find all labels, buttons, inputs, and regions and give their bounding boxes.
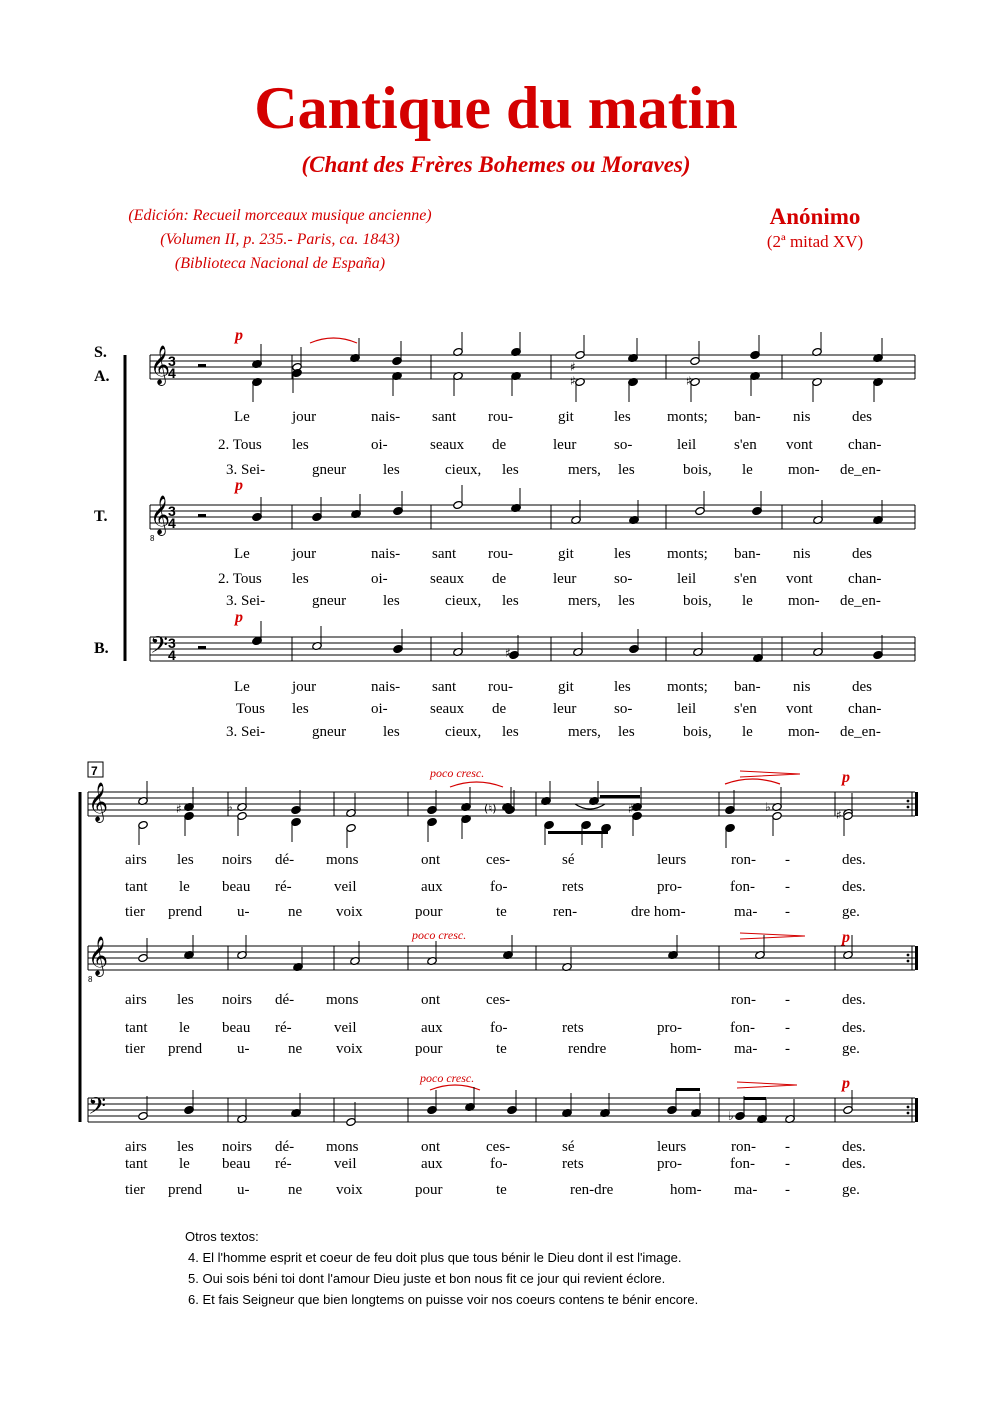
lyric-verse-3: de_en- [840, 593, 881, 609]
lyric-verse-3: tier [125, 1182, 145, 1198]
lyric-verse-3: tier [125, 904, 145, 920]
repeat-dot [907, 800, 910, 803]
lyric-verse-2: Tous [236, 701, 265, 717]
lyric-verse-1: - [785, 992, 790, 1008]
lyric-verse-3: ge. [842, 1182, 860, 1198]
flat-icon: ♭ [227, 800, 233, 814]
lyric-verse-2: vont [786, 701, 813, 717]
lyric-verse-2: de [492, 571, 507, 587]
lyric-verse-3: te [496, 1182, 507, 1198]
lyric-verse-2: rets [562, 1020, 584, 1036]
lyric-verse-1: mons [326, 992, 359, 1008]
octave-marker: 8 [150, 534, 155, 543]
lyric-verse-3: hom- [670, 1182, 702, 1198]
lyric-verse-3: gneur [312, 462, 347, 478]
lyric-verse-1: sant [432, 409, 457, 425]
lyric-verse-3: cieux, [445, 724, 482, 740]
lyric-verse-2: chan- [848, 437, 882, 453]
lyric-verse-2: veil [334, 879, 357, 895]
lyric-verse-1: rou- [488, 546, 513, 562]
subtitle: (Chant des Frères Bohemes ou Moraves) [301, 152, 691, 177]
lyric-verse-1: nais- [371, 679, 401, 695]
lyric-verse-1: dé- [275, 852, 295, 868]
lyric-verse-3: les [502, 462, 519, 478]
lyric-verse-2: leil [677, 701, 697, 717]
lyric-verse-1: ron- [731, 852, 756, 868]
lyric-verse-2: so- [614, 437, 633, 453]
lyric-verse-1: des [852, 409, 872, 425]
lyric-verse-2: rets [562, 1156, 584, 1172]
lyric-verse-1: ont [421, 852, 441, 868]
lyric-verse-1: Le [234, 409, 250, 425]
lyric-verse-1: noirs [222, 992, 252, 1008]
lyric-verse-1: dé- [275, 1139, 295, 1155]
time-signature-top: 3 [168, 503, 176, 519]
lyric-verse-1: des [852, 679, 872, 695]
octave-marker: 8 [88, 975, 93, 984]
voice-label-tenor: T. [94, 508, 108, 525]
lyric-verse-2: fon- [730, 879, 755, 895]
lyric-verse-3: mers, [568, 724, 601, 740]
lyric-verse-3: ma- [734, 904, 758, 920]
lyric-verse-1: monts; [667, 679, 708, 695]
lyric-verse-3: u- [237, 904, 250, 920]
lyric-verse-1: airs [125, 1139, 147, 1155]
dynamic-piano: p [842, 769, 850, 786]
lyric-verse-3: voix [336, 1182, 363, 1198]
lyric-verse-1: monts; [667, 409, 708, 425]
lyric-verse-2: aux [421, 1020, 443, 1036]
lyric-verse-2: seaux [430, 701, 465, 717]
lyric-verse-2: ré- [275, 879, 292, 895]
time-signature-bottom: 4 [168, 647, 176, 663]
lyric-verse-1: ces- [486, 992, 511, 1008]
lyric-verse-1: jour [292, 679, 317, 695]
lyric-verse-2: des. [842, 879, 866, 895]
slur [450, 782, 503, 787]
lyric-verse-3: pour [415, 1182, 443, 1198]
lyric-verse-3: de_en- [840, 724, 881, 740]
beam [548, 831, 608, 834]
lyric-verse-1: des [852, 546, 872, 562]
lyric-verse-3: ge. [842, 1041, 860, 1057]
lyric-verse-1: ces- [486, 852, 511, 868]
other-text-line: 4. El l'homme esprit et coeur de feu doit plus que tous bénir le Dieu dont il est l'image. [188, 1250, 682, 1265]
lyric-verse-3: voix [336, 904, 363, 920]
lyric-verse-3: les [618, 462, 635, 478]
lyric-verse-2: pro- [657, 1156, 682, 1172]
lyric-verse-1: ron- [731, 1139, 756, 1155]
lyric-verse-3: pour [415, 904, 443, 920]
lyric-verse-2: beau [222, 879, 251, 895]
beam [744, 1097, 766, 1100]
lyric-verse-3: hom- [670, 1041, 702, 1057]
lyric-verse-1: les [177, 852, 194, 868]
lyric-verse-2: des. [842, 1020, 866, 1036]
lyric-verse-2: 2. Tous [218, 437, 262, 453]
repeat-dot [907, 960, 910, 963]
lyric-verse-1: leurs [657, 1139, 687, 1155]
lyric-verse-2: - [785, 1156, 790, 1172]
lyric-verse-3: les [383, 593, 400, 609]
lyric-verse-2: leil [677, 437, 697, 453]
lyric-verse-1: les [177, 1139, 194, 1155]
lyric-verse-1: des. [842, 852, 866, 868]
lyric-verse-2: fo- [490, 1156, 508, 1172]
lyric-verse-1: airs [125, 992, 147, 1008]
lyric-verse-3: tier [125, 1041, 145, 1057]
lyric-verse-3: cieux, [445, 462, 482, 478]
lyric-verse-2: le [179, 1156, 190, 1172]
lyric-verse-3: mers, [568, 593, 601, 609]
final-barline [915, 1098, 918, 1122]
lyric-verse-3: ren- [553, 904, 578, 920]
sharp-icon: ♯ [505, 646, 511, 660]
lyric-verse-2: seaux [430, 571, 465, 587]
lyric-verse-1: sant [432, 679, 457, 695]
treble-clef-icon: 𝄞 [150, 345, 171, 385]
lyric-verse-3: te [496, 1041, 507, 1057]
half-rest [198, 364, 206, 367]
lyric-verse-1: ces- [486, 1139, 511, 1155]
lyric-verse-2: so- [614, 701, 633, 717]
lyric-verse-2: aux [421, 1156, 443, 1172]
beam [600, 795, 640, 798]
sharp-icon: ♯ [570, 360, 576, 374]
lyric-verse-1: ont [421, 1139, 441, 1155]
lyric-verse-2: les [292, 701, 309, 717]
lyric-verse-3: u- [237, 1182, 250, 1198]
natural-icon: (♮) [484, 802, 497, 815]
dynamic-piano: p [235, 477, 243, 494]
lyric-verse-3: les [502, 724, 519, 740]
lyric-verse-3: u- [237, 1041, 250, 1057]
lyric-verse-1: jour [292, 546, 317, 562]
lyric-verse-1: les [177, 992, 194, 1008]
repeat-dot [907, 954, 910, 957]
lyric-verse-3: 3. Sei- [226, 724, 266, 740]
sharp-icon: ♯ [570, 374, 576, 388]
lyric-verse-3: te [496, 904, 507, 920]
lyric-verse-1: monts; [667, 546, 708, 562]
lyric-verse-2: pro- [657, 1020, 682, 1036]
measure-number: 7 [91, 764, 98, 778]
lyric-verse-3: ma- [734, 1182, 758, 1198]
repeat-dot [907, 1106, 910, 1109]
lyric-verse-2: de [492, 701, 507, 717]
lyric-verse-1: leurs [657, 852, 687, 868]
dynamic-piano: p [842, 929, 850, 946]
lyric-verse-3: le [742, 593, 753, 609]
dynamic-piano: p [842, 1075, 850, 1092]
dynamic-piano: p [235, 327, 243, 344]
lyric-verse-3: les [383, 724, 400, 740]
lyric-verse-2: oi- [371, 437, 388, 453]
lyric-verse-2: rets [562, 879, 584, 895]
lyric-verse-1: noirs [222, 852, 252, 868]
lyric-verse-1: sé [562, 1139, 575, 1155]
lyric-verse-2: les [292, 437, 309, 453]
lyric-verse-2: chan- [848, 701, 882, 717]
lyric-verse-3: rendre [568, 1041, 607, 1057]
lyric-verse-2: vont [786, 571, 813, 587]
lyric-verse-2: leur [553, 571, 577, 587]
treble-clef-icon: 𝄞 [88, 936, 109, 976]
lyric-verse-1: rou- [488, 679, 513, 695]
lyric-verse-2: les [292, 571, 309, 587]
lyric-verse-3: prend [168, 904, 203, 920]
dynamic-poco-cresc: poco cresc. [430, 766, 485, 780]
decrescendo-hairpin [740, 771, 800, 777]
lyric-verse-1: Le [234, 546, 250, 562]
lyric-verse-2: leil [677, 571, 697, 587]
lyric-verse-2: beau [222, 1156, 251, 1172]
lyric-verse-2: le [179, 1020, 190, 1036]
lyric-verse-1: nis [793, 546, 811, 562]
edition-line: (Biblioteca Nacional de España) [174, 255, 386, 272]
lyric-verse-3: ne [288, 1182, 303, 1198]
voice-label-soprano: S. [94, 344, 107, 361]
composer-name: Anónimo [769, 204, 861, 229]
lyric-verse-2: fo- [490, 879, 508, 895]
lyric-verse-1: sant [432, 546, 457, 562]
lyric-verse-2: chan- [848, 571, 882, 587]
lyric-verse-3: ne [288, 904, 303, 920]
lyric-verse-1: ban- [734, 679, 761, 695]
lyric-verse-3: de_en- [840, 462, 881, 478]
edition-line: (Volumen II, p. 235.- Paris, ca. 1843) [160, 231, 400, 248]
lyric-verse-3: bois, [683, 593, 712, 609]
repeat-dot [907, 806, 910, 809]
lyric-verse-3: dre hom- [631, 904, 686, 920]
lyric-verse-1: mons [326, 1139, 359, 1155]
lyric-verse-2: fon- [730, 1020, 755, 1036]
lyric-verse-1: git [558, 409, 574, 425]
flat-icon: ♭ [765, 800, 771, 814]
lyric-verse-1: nais- [371, 546, 401, 562]
title: Cantique du matin [254, 75, 738, 141]
lyric-verse-2: 2. Tous [218, 571, 262, 587]
lyric-verse-3: mon- [788, 462, 820, 478]
lyric-verse-2: oi- [371, 571, 388, 587]
sharp-icon: ♯ [628, 802, 634, 816]
slur [575, 804, 605, 809]
lyric-verse-1: nais- [371, 409, 401, 425]
lyric-verse-3: les [618, 593, 635, 609]
lyric-verse-1: airs [125, 852, 147, 868]
final-barline [915, 946, 918, 970]
lyric-verse-2: - [785, 879, 790, 895]
flat-icon: ♭ [728, 1109, 734, 1123]
lyric-verse-3: bois, [683, 462, 712, 478]
lyric-verse-1: nis [793, 679, 811, 695]
lyric-verse-1: Le [234, 679, 250, 695]
lyric-verse-1: rou- [488, 409, 513, 425]
lyric-verse-1: sé [562, 852, 575, 868]
final-barline [915, 792, 918, 816]
lyric-verse-3: ge. [842, 904, 860, 920]
lyric-verse-2: leur [553, 701, 577, 717]
lyric-verse-2: le [179, 879, 190, 895]
lyric-verse-3: mon- [788, 593, 820, 609]
lyric-verse-2: oi- [371, 701, 388, 717]
sharp-icon: ♯ [836, 808, 842, 822]
lyric-verse-1: ron- [731, 992, 756, 1008]
lyric-verse-1: - [785, 852, 790, 868]
lyric-verse-1: jour [292, 409, 317, 425]
lyric-verse-1: mons [326, 852, 359, 868]
lyric-verse-2: tant [125, 1156, 148, 1172]
time-signature-top: 3 [168, 353, 176, 369]
decrescendo-hairpin [737, 1082, 797, 1088]
lyric-verse-2: - [785, 1020, 790, 1036]
other-texts [185, 1226, 698, 1310]
lyric-verse-3: - [785, 1182, 790, 1198]
slur [725, 779, 780, 784]
lyric-verse-3: gneur [312, 724, 347, 740]
lyric-verse-3: pour [415, 1041, 443, 1057]
half-rest [198, 514, 206, 517]
lyric-verse-1: - [785, 1139, 790, 1155]
lyric-verse-2: des. [842, 1156, 866, 1172]
other-text-line: 6. Et fais Seigneur que bien longtems on puisse voir nos coeurs contens te bénir encore. [188, 1292, 699, 1307]
lyric-verse-3: prend [168, 1182, 203, 1198]
lyric-verse-2: veil [334, 1020, 357, 1036]
lyric-verse-3: les [383, 462, 400, 478]
lyric-verse-3: voix [336, 1041, 363, 1057]
lyric-verse-3: les [502, 593, 519, 609]
lyric-verse-3: le [742, 724, 753, 740]
bass-clef-icon: 𝄢 [88, 1092, 107, 1125]
lyric-verse-1: les [614, 679, 631, 695]
lyric-verse-2: s'en [734, 571, 757, 587]
edition-line: (Edición: Recueil morceaux musique ancienne) [128, 207, 432, 224]
other-texts-heading: Otros textos: [185, 1229, 259, 1244]
decrescendo-hairpin [740, 933, 805, 939]
lyric-verse-2: leur [553, 437, 577, 453]
sharp-icon: ♯ [176, 802, 182, 816]
lyric-verse-2: s'en [734, 437, 757, 453]
lyric-verse-2: aux [421, 879, 443, 895]
lyric-verse-3: 3. Sei- [226, 593, 266, 609]
lyric-verse-3: ren-dre [570, 1182, 614, 1198]
beam [676, 1088, 700, 1091]
lyric-verse-3: ne [288, 1041, 303, 1057]
treble-clef-icon: 𝄞 [150, 495, 171, 535]
lyric-verse-1: les [614, 409, 631, 425]
bass-clef-icon: 𝄢 [150, 631, 169, 664]
lyric-verse-1: des. [842, 992, 866, 1008]
half-rest [198, 646, 206, 649]
dynamic-poco-cresc: poco cresc. [420, 1071, 475, 1085]
lyric-verse-1: ont [421, 992, 441, 1008]
dynamic-piano: p [235, 609, 243, 626]
dynamic-poco-cresc: poco cresc. [412, 928, 467, 942]
lyric-verse-2: ré- [275, 1020, 292, 1036]
lyric-verse-2: de [492, 437, 507, 453]
time-signature-bottom: 4 [168, 515, 176, 531]
lyric-verse-2: seaux [430, 437, 465, 453]
lyric-verse-2: s'en [734, 701, 757, 717]
lyric-verse-1: ban- [734, 546, 761, 562]
other-text-line: 5. Oui sois béni toi dont l'amour Dieu juste et bon nous fit ce jour qui revient éclore. [188, 1271, 666, 1286]
lyric-verse-1: dé- [275, 992, 295, 1008]
voice-label-alto: A. [94, 368, 110, 385]
lyric-verse-2: fo- [490, 1020, 508, 1036]
composer-dates: (2ª mitad XV) [766, 232, 864, 251]
lyric-verse-2: beau [222, 1020, 251, 1036]
lyric-verse-2: ré- [275, 1156, 292, 1172]
repeat-dot [907, 1112, 910, 1115]
lyric-verse-2: pro- [657, 879, 682, 895]
slur [310, 338, 357, 343]
treble-clef-icon: 𝄞 [88, 782, 109, 822]
lyric-verse-3: gneur [312, 593, 347, 609]
lyric-verse-1: git [558, 546, 574, 562]
time-signature-top: 3 [168, 635, 176, 651]
lyric-verse-3: 3. Sei- [226, 462, 266, 478]
lyric-verse-1: nis [793, 409, 811, 425]
lyric-verse-1: noirs [222, 1139, 252, 1155]
lyric-verse-1: des. [842, 1139, 866, 1155]
lyric-verse-3: - [785, 904, 790, 920]
lyric-verse-3: mon- [788, 724, 820, 740]
lyric-verse-3: cieux, [445, 593, 482, 609]
lyric-verse-1: les [614, 546, 631, 562]
lyric-verse-2: veil [334, 1156, 357, 1172]
voice-label-bass: B. [94, 640, 109, 657]
time-signature-bottom: 4 [168, 365, 176, 381]
lyric-verse-2: fon- [730, 1156, 755, 1172]
lyric-verse-2: tant [125, 1020, 148, 1036]
lyric-verse-1: ban- [734, 409, 761, 425]
sharp-icon: ♯ [686, 374, 692, 388]
lyric-verse-3: mers, [568, 462, 601, 478]
lyric-verse-2: so- [614, 571, 633, 587]
lyric-verse-3: les [618, 724, 635, 740]
lyric-verse-3: ma- [734, 1041, 758, 1057]
lyric-verse-2: vont [786, 437, 813, 453]
lyric-verse-1: git [558, 679, 574, 695]
lyric-verse-3: - [785, 1041, 790, 1057]
slur [430, 1085, 480, 1090]
lyric-verse-2: tant [125, 879, 148, 895]
lyric-verse-3: bois, [683, 724, 712, 740]
lyric-verse-3: prend [168, 1041, 203, 1057]
lyric-verse-3: le [742, 462, 753, 478]
